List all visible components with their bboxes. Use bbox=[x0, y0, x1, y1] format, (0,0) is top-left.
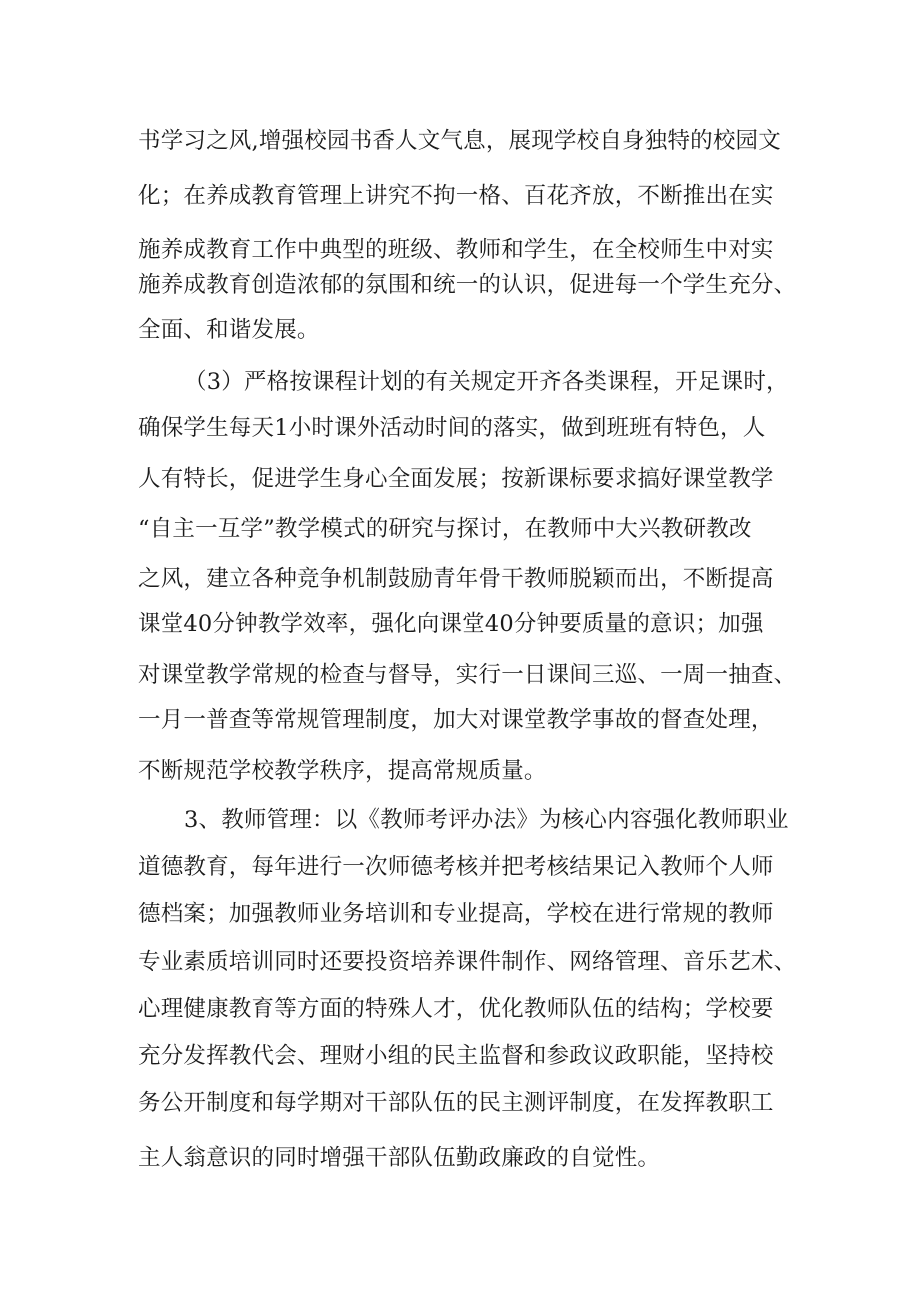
text-line: 不断规范学校教学秩序，提高常规质量。 bbox=[138, 758, 547, 784]
text-line: 一月一普查等常规管理制度，加大对课堂教学事故的督查处理， bbox=[138, 707, 774, 733]
text-line: “自主一互学”教学模式的研究与探讨，在教师中大兴教研教改 bbox=[138, 516, 752, 542]
text-line: 德档案；加强教师业务培训和专业提高，学校在进行常规的教师 bbox=[138, 901, 774, 927]
text-line: 之风，建立各种竞争机制鼓励青年骨干教师脱颖而出，不断提高 bbox=[138, 566, 774, 592]
text-line: 书学习之风,增强校园书香人文气息，展现学校自身独特的校园文 bbox=[138, 128, 781, 154]
text-line: 主人翁意识的同时增强干部队伍勤政廉政的自觉性。 bbox=[138, 1145, 661, 1171]
text-line: 心理健康教育等方面的特殊人才，优化教师队伍的结构；学校要 bbox=[138, 996, 774, 1022]
text-line: 专业素质培训同时还要投资培养课件制作、网络管理、音乐艺术、 bbox=[138, 949, 797, 975]
paragraph-start: （3）严格按课程计划的有关规定开齐各类课程，开足课时， bbox=[184, 369, 789, 395]
text-line: 对课堂教学常规的检查与督导，实行一日课间三巡、一周一抽查、 bbox=[138, 662, 797, 688]
text-line: 务公开制度和每学期对干部队伍的民主测评制度，在发挥教职工 bbox=[138, 1090, 774, 1116]
text-line: 道德教育，每年进行一次师德考核并把考核结果记入教师个人师 bbox=[138, 854, 774, 880]
text-line: 施养成教育工作中典型的班级、教师和学生，在全校师生中对实 bbox=[138, 237, 774, 263]
text-line: 充分发挥教代会、理财小组的民主监督和参政议政职能，坚持校 bbox=[138, 1043, 774, 1069]
text-line: 全面、和谐发展。 bbox=[138, 317, 320, 343]
paragraph-start: 3、教师管理：以《教师考评办法》为核心内容强化教师职业 bbox=[184, 807, 789, 833]
text-line: 化；在养成教育管理上讲究不拘一格、百花齐放，不断推出在实 bbox=[138, 183, 774, 209]
text-line: 人有特长，促进学生身心全面发展；按新课标要求搞好课堂教学 bbox=[138, 466, 774, 492]
text-line: 施养成教育创造浓郁的氛围和统一的认识，促进每一个学生充分、 bbox=[138, 272, 797, 298]
text-line: 课堂40分钟教学效率，强化向课堂40分钟要质量的意识；加强 bbox=[138, 611, 764, 637]
text-line: 确保学生每天1小时课外活动时间的落实，做到班班有特色，人 bbox=[138, 415, 766, 441]
